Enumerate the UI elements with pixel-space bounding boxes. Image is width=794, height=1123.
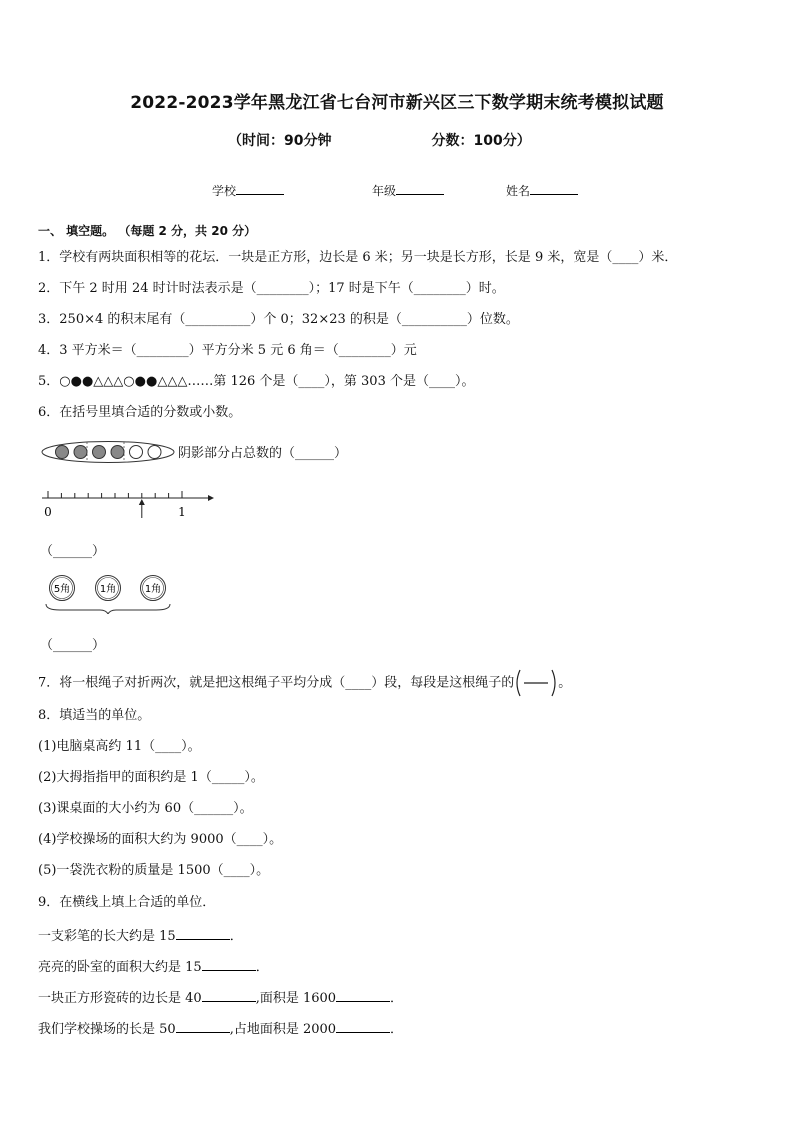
left-paren-icon (517, 670, 520, 696)
shaded-circle (111, 446, 124, 459)
grade-field (372, 182, 444, 199)
shaded-circle (93, 446, 106, 459)
page-title: 2022-2023学年黑龙江省七台河市新兴区三下数学期末统考模拟试题 (130, 93, 664, 113)
figure2-blank[interactable]: （______） (40, 544, 106, 559)
question-9-1 (38, 926, 243, 946)
empty-circle (130, 446, 143, 459)
coins-figure (40, 570, 176, 614)
coin-1jiao-b-label: 1角 (144, 584, 162, 595)
question-5: 5．○●●△△△○●●△△△……第 126 个是（____），第 303 个是（____）。 (38, 374, 475, 389)
question-9-3-mid: ,面积是 1600 (255, 991, 337, 1006)
question-8-5: (5)一袋洗衣粉的质量是 1500（____）。 (38, 863, 270, 878)
question-2: 2．下午 2 时用 24 时计时法表示是（________）；17 时是下午（________）时。 (38, 281, 505, 296)
exam-score: 分数：100分） (431, 133, 531, 149)
shaded-circle (74, 446, 87, 459)
right-paren-icon (552, 670, 555, 696)
question-7-end: 。 (558, 675, 572, 691)
school-label: 学校 (212, 184, 237, 198)
answer-blank[interactable] (202, 988, 256, 1002)
question-9-4-mid: ,占地面积是 2000 (229, 1022, 337, 1037)
question-9-4 (38, 1019, 403, 1039)
question-9-3-end: ． (390, 991, 404, 1006)
question-1: 1．学校有两块面积相等的花坛．一块是正方形，边长是 6 米；另一块是长方形，长是 9 米，宽是（____）米． (38, 250, 678, 265)
question-7 (38, 668, 571, 699)
question-9-4-end: ． (390, 1022, 404, 1037)
axis-arrow-icon (208, 495, 214, 501)
question-9-4-text: 我们学校操场的长是 50 (38, 1022, 176, 1037)
school-field (212, 182, 284, 199)
question-8: 8．填适当的单位。 (38, 708, 151, 723)
question-9-2 (38, 957, 269, 977)
answer-blank[interactable] (176, 926, 230, 940)
name-label: 姓名 (506, 184, 531, 198)
fraction-blank[interactable] (514, 668, 558, 698)
question-9-1-end: ． (229, 929, 243, 944)
answer-blank[interactable] (202, 957, 256, 971)
empty-circle (148, 446, 161, 459)
grade-blank[interactable] (396, 182, 444, 195)
number-line-figure (40, 488, 216, 522)
exam-meta (228, 130, 531, 150)
question-9: 9．在横线上填上合适的单位． (38, 895, 216, 910)
question-8-2: (2)大拇指指甲的面积约是 1（_____）。 (38, 770, 264, 785)
figure3-blank[interactable]: （______） (40, 638, 106, 653)
coin-1jiao-a-label: 1角 (99, 584, 117, 595)
curly-brace-icon (46, 604, 170, 614)
answer-blank[interactable] (176, 1019, 230, 1033)
question-8-1: (1)电脑桌高约 11（____）。 (38, 739, 201, 754)
ruler-label-zero: 0 (44, 505, 52, 519)
name-field (506, 182, 578, 199)
question-9-2-text: 亮亮的卧室的面积大约是 15 (38, 960, 202, 975)
question-4: 4．3 平方米＝（________）平方分米 5 元 6 角＝（________）元 (38, 343, 417, 358)
section-heading: 一、 填空题。 （每题 2 分，共 20 分） (38, 224, 257, 238)
question-9-3 (38, 988, 403, 1008)
question-7-text: 7．将一根绳子对折两次，就是把这根绳子平均分成（____）段，每段是这根绳子的 (38, 675, 515, 691)
school-blank[interactable] (236, 182, 284, 195)
question-6: 6．在括号里填合适的分数或小数。 (38, 405, 242, 420)
name-blank[interactable] (530, 182, 578, 195)
question-8-4: (4)学校操场的面积大约为 9000（____）。 (38, 832, 283, 847)
oval-circles-figure (40, 440, 176, 464)
question-9-2-end: ． (255, 960, 269, 975)
question-9-1-text: 一支彩笔的长大约是 15 (38, 929, 176, 944)
figure1-label: 阴影部分占总数的（______） (178, 446, 348, 461)
question-9-3-text: 一块正方形瓷砖的边长是 40 (38, 991, 202, 1006)
pointer-arrow-head-icon (139, 499, 145, 505)
question-8-3: (3)课桌面的大小约为 60（______）。 (38, 801, 253, 816)
answer-blank[interactable] (336, 988, 390, 1002)
answer-blank[interactable] (336, 1019, 390, 1033)
coin-5jiao-label: 5角 (53, 584, 71, 595)
ruler-label-one: 1 (178, 505, 186, 519)
grade-label: 年级 (372, 184, 397, 198)
question-3: 3．250×4 的积末尾有（__________）个 0；32×23 的积是（__________）位数。 (38, 312, 519, 327)
shaded-circle (56, 446, 69, 459)
exam-time: （时间：90分钟 (228, 133, 332, 149)
